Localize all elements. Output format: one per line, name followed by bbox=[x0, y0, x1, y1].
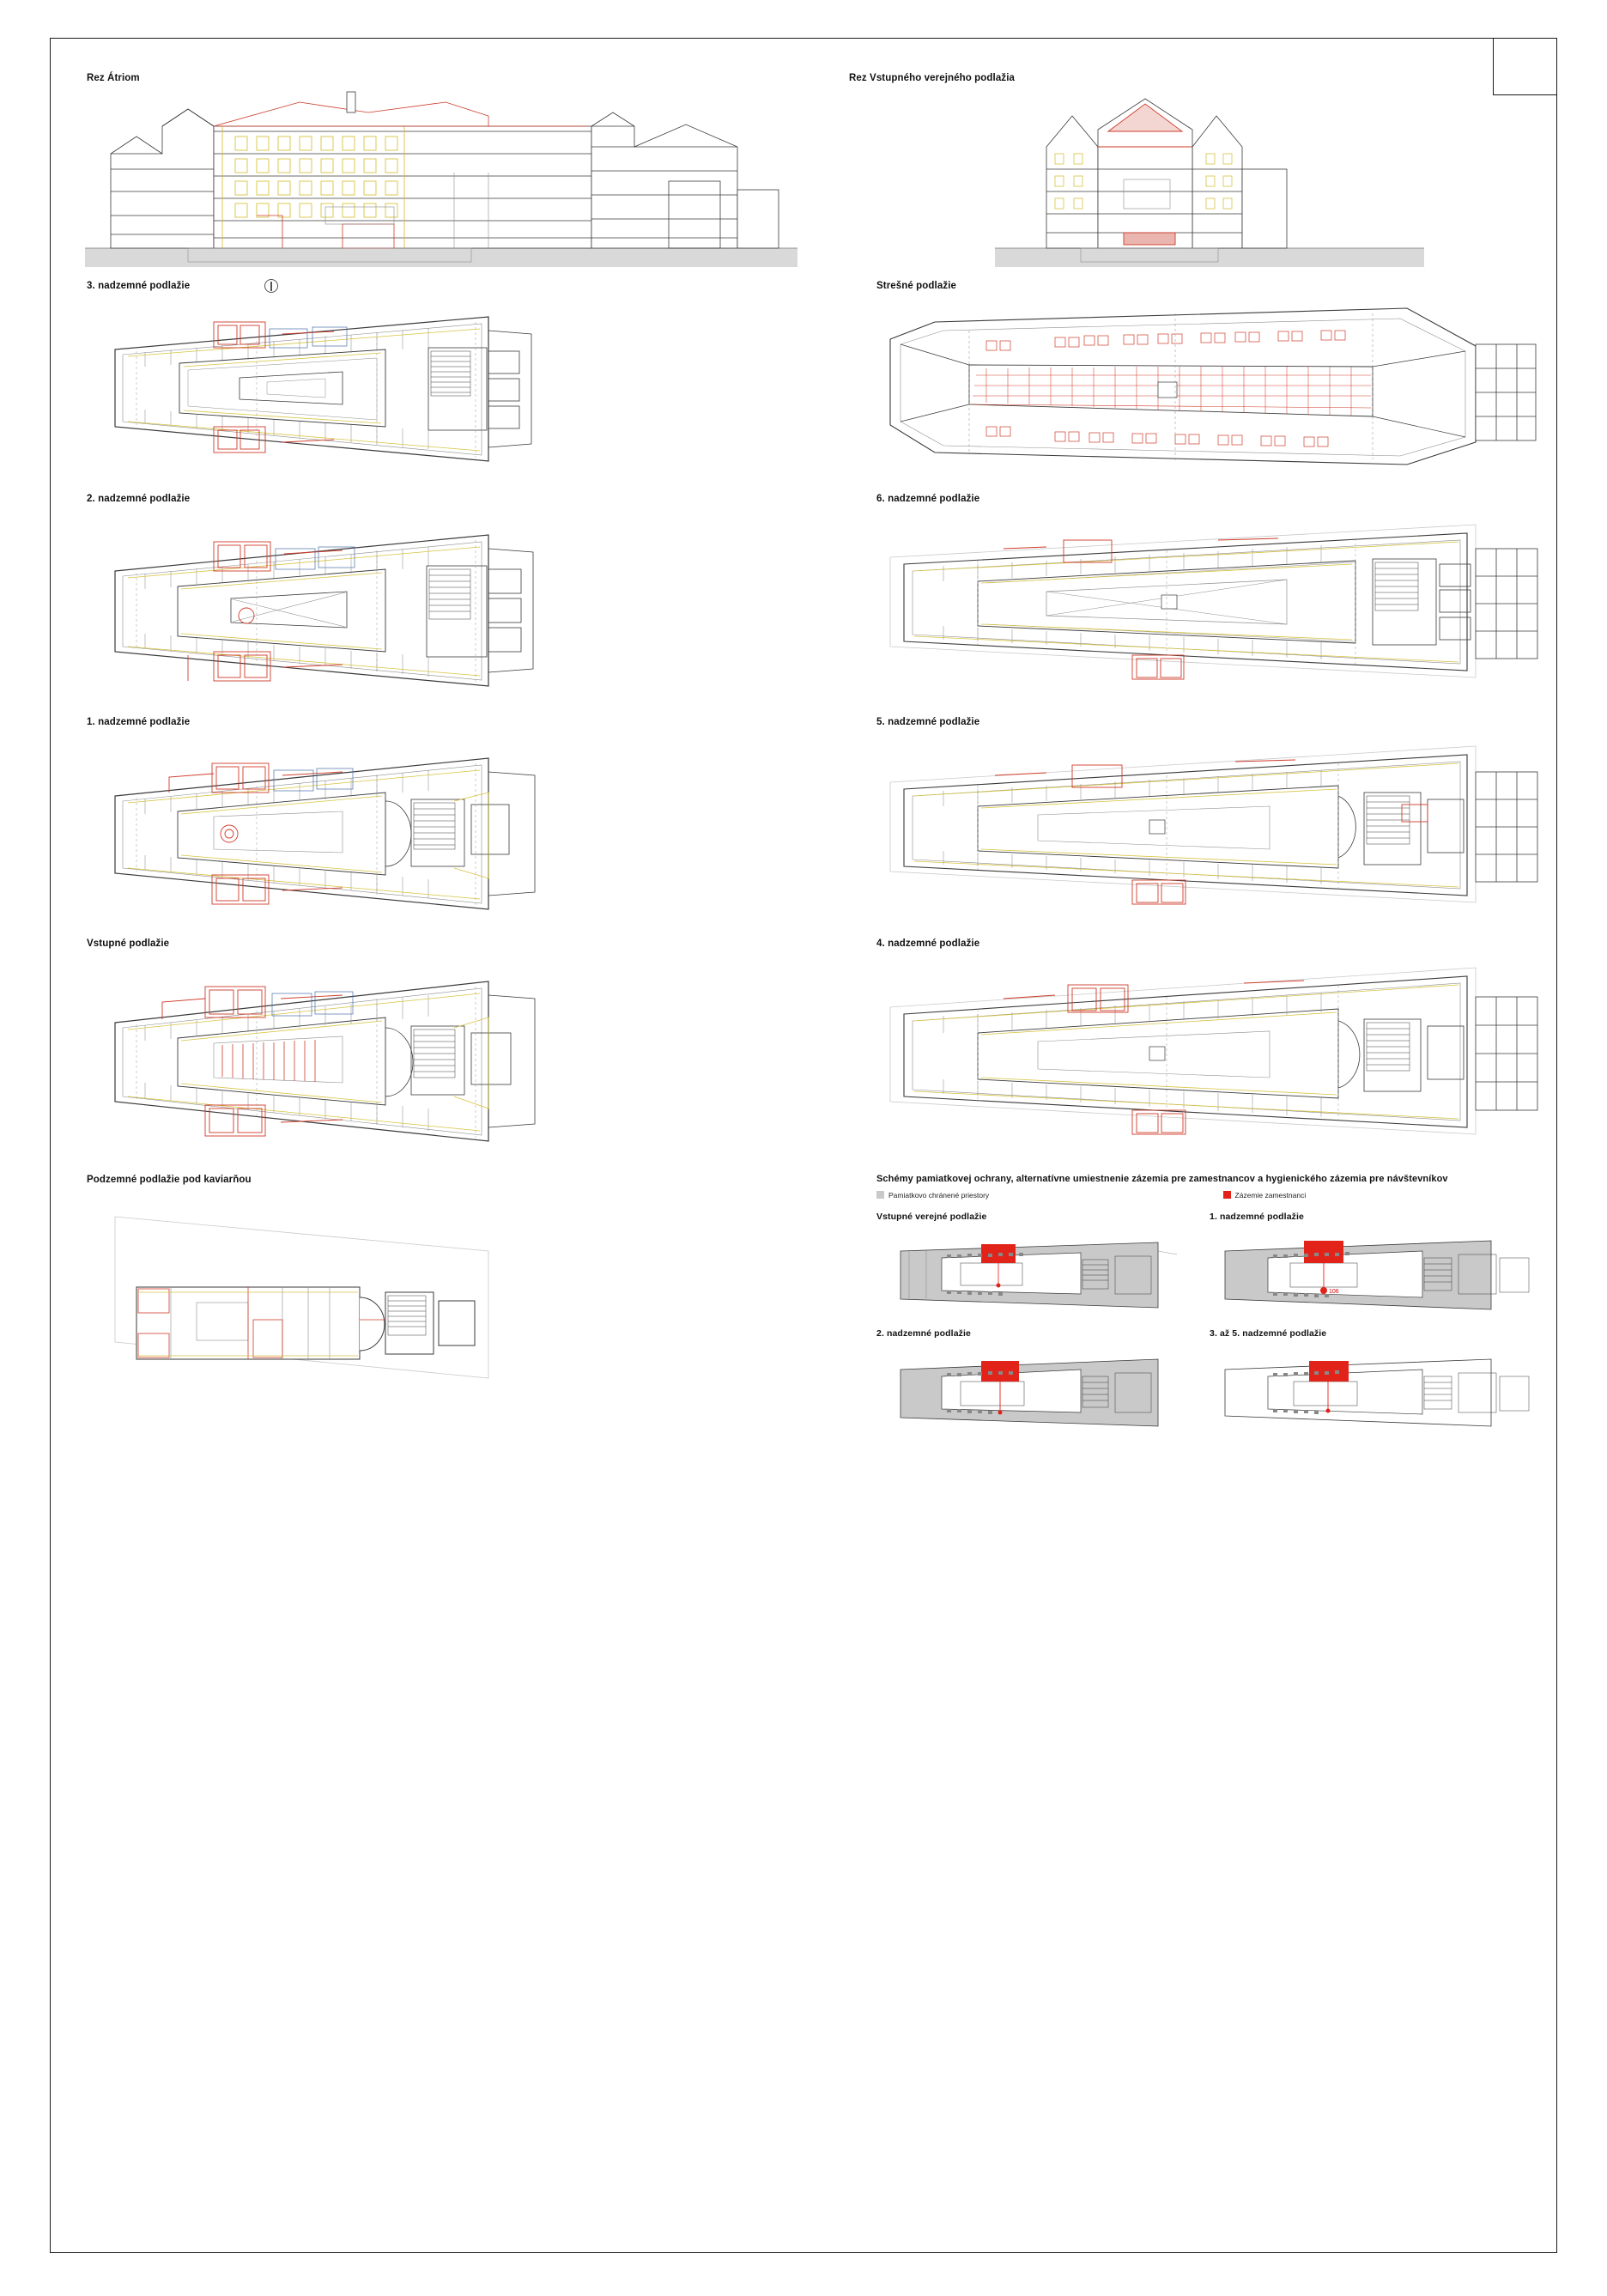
section-atrium-title: Rez Átriom bbox=[87, 73, 140, 83]
scheme-title-1np: 1. nadzemné podlažie bbox=[1210, 1212, 1304, 1222]
legend-label-staff: Zázemie zamestnanci bbox=[1234, 1191, 1307, 1200]
plan-title-roof: Strešné podlažie bbox=[876, 281, 956, 291]
plan-basement-drawing bbox=[85, 1191, 797, 1401]
scheme-1np-drawing bbox=[1208, 1225, 1551, 1321]
schemes-legend bbox=[876, 1191, 1328, 1200]
plan-2np-drawing bbox=[85, 509, 797, 707]
drawing-sheet bbox=[50, 38, 1557, 2253]
schemes-title: Schémy pamiatkovej ochrany, alternatívne umiestnenie zázemia pre zamestnancov a hygienického zázemia pre návštevníkov bbox=[876, 1174, 1448, 1184]
scheme-entrance-drawing bbox=[875, 1225, 1192, 1321]
plan-title-2np: 2. nadzemné podlažie bbox=[87, 494, 191, 504]
plan-title-1np: 1. nadzemné podlažie bbox=[87, 717, 191, 727]
section-entrance-drawing bbox=[995, 87, 1424, 269]
plan-title-3np: 3. nadzemné podlažie bbox=[87, 281, 191, 291]
plan-title-4np: 4. nadzemné podlažie bbox=[876, 938, 980, 949]
legend-label-protected: Pamiatkovo chránené priestory bbox=[888, 1191, 990, 1200]
section-atrium-drawing bbox=[85, 87, 797, 269]
plan-title-basement: Podzemné podlažie pod kaviarňou bbox=[87, 1175, 252, 1185]
title-block bbox=[1493, 39, 1556, 95]
section-entrance-title: Rez Vstupného verejného podlažia bbox=[849, 73, 1015, 83]
plan-4np-drawing bbox=[875, 954, 1553, 1164]
plan-1np-drawing bbox=[85, 732, 797, 930]
scheme-title-3-5np: 3. až 5. nadzemné podlažie bbox=[1210, 1328, 1327, 1339]
legend-swatch-staff bbox=[1223, 1191, 1231, 1199]
north-arrow-icon bbox=[264, 279, 278, 293]
scheme-title-2np: 2. nadzemné podlažie bbox=[876, 1328, 971, 1339]
plan-roof-drawing bbox=[875, 296, 1553, 481]
plan-3np-drawing bbox=[85, 296, 797, 481]
plan-6np-drawing bbox=[875, 509, 1553, 707]
scheme-title-entrance: Vstupné verejné podlažie bbox=[876, 1212, 987, 1222]
plan-5np-drawing bbox=[875, 732, 1553, 930]
plan-title-6np: 6. nadzemné podlažie bbox=[876, 494, 980, 504]
svg-text:106: 106 bbox=[1329, 1289, 1339, 1295]
scheme-2np-drawing bbox=[875, 1342, 1192, 1438]
scheme-3-5np-drawing bbox=[1208, 1342, 1551, 1438]
plan-entrance-drawing bbox=[85, 954, 797, 1164]
plan-title-5np: 5. nadzemné podlažie bbox=[876, 717, 980, 727]
plan-title-entrance: Vstupné podlažie bbox=[87, 938, 170, 949]
legend-swatch-protected bbox=[876, 1191, 884, 1199]
